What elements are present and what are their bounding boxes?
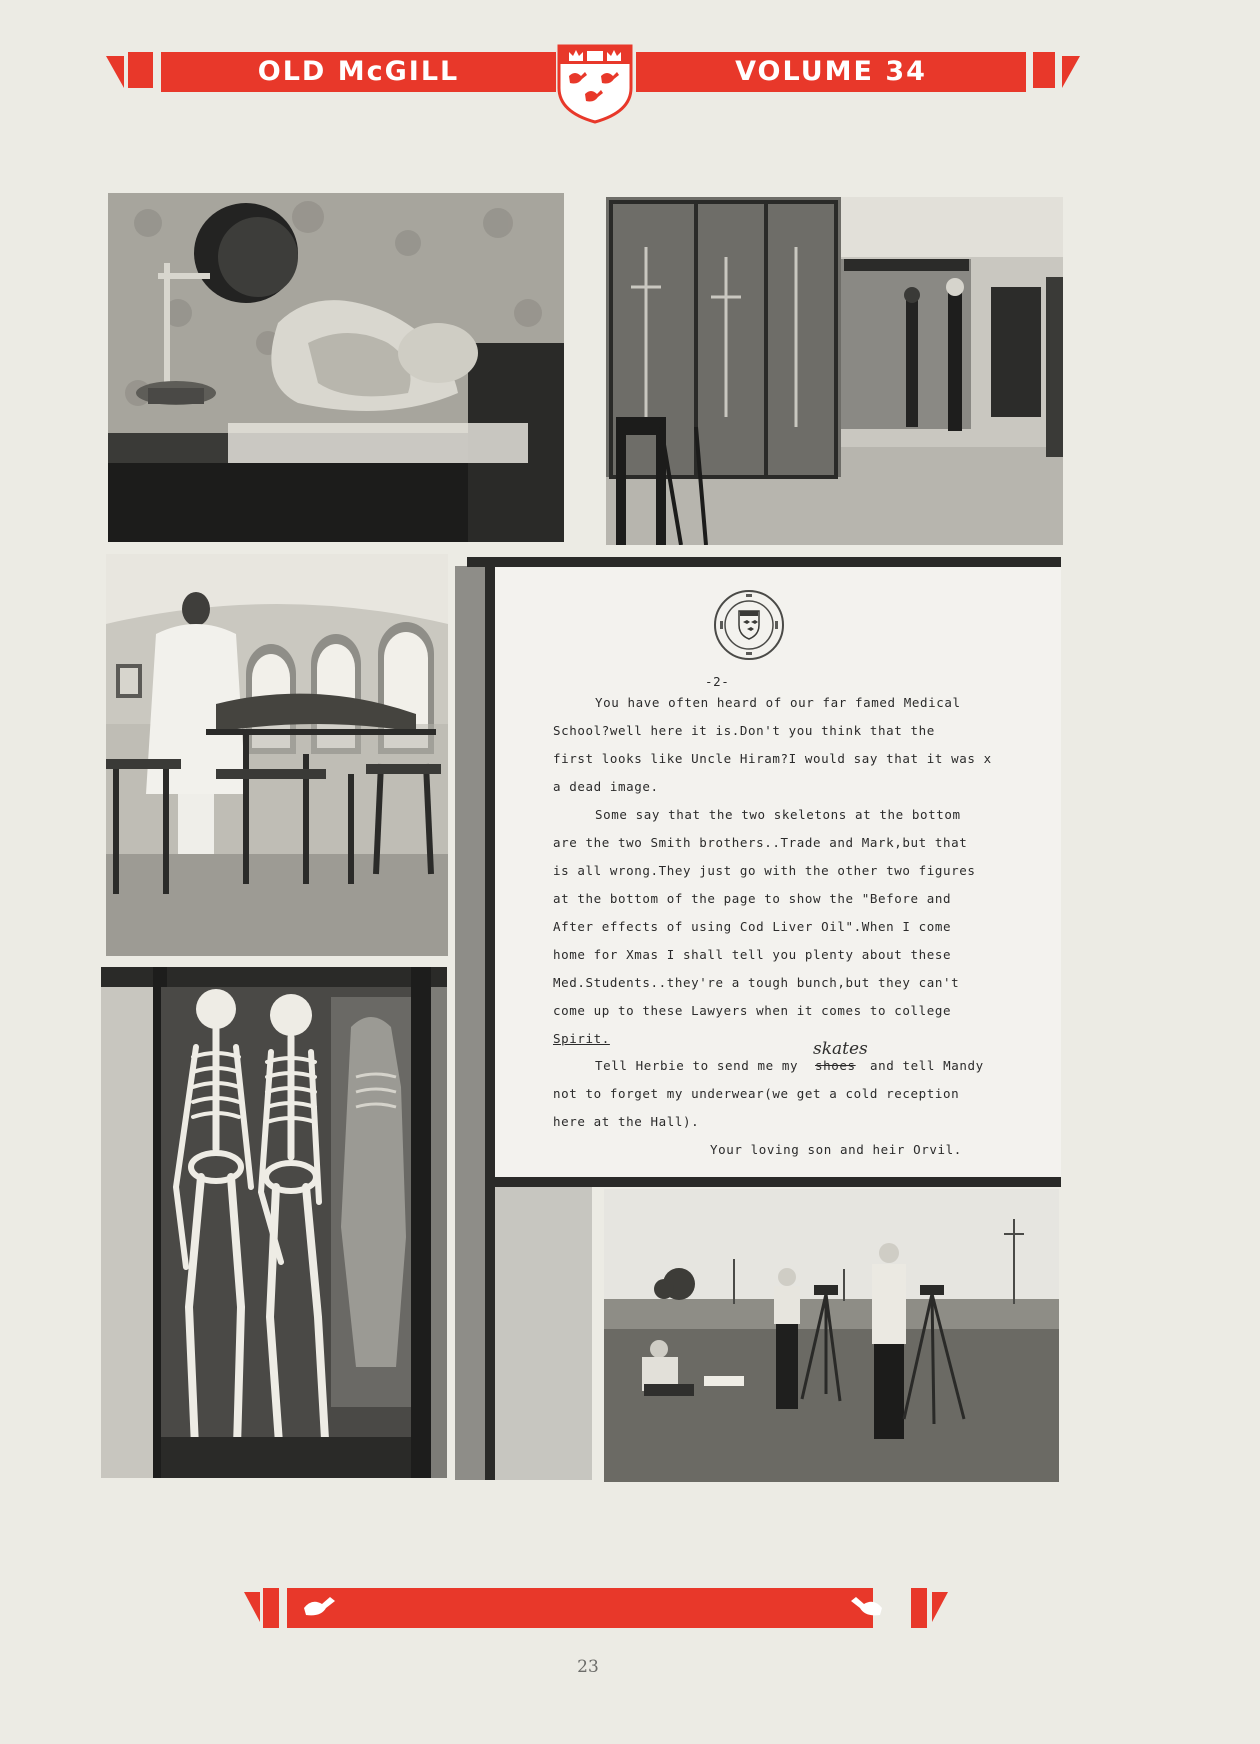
letter-line-14b: and tell Mandy <box>870 1058 984 1073</box>
letter-page-marker: -2- <box>705 674 730 689</box>
grey-block <box>495 1187 592 1480</box>
surveyors-in-field-photo <box>604 1189 1059 1482</box>
letter-line-14: Tell Herbie to send me my <box>595 1058 799 1073</box>
letter-line-7: is all wrong.They just go with the other two figures <box>553 863 976 878</box>
letter-line-3: first looks like Uncle Hiram?I would say that it was x <box>553 751 992 766</box>
letter-top-border <box>467 557 1061 567</box>
right-flag-stub <box>1033 52 1055 88</box>
letter-line-9: After effects of using Cod Liver Oil".When I come <box>553 919 952 934</box>
letter-line-10: home for Xmas I shall tell you plenty about these <box>553 947 952 962</box>
letter-line-1: You have often heard of our far famed Medical <box>595 695 961 710</box>
banner-title-left: OLD McGILL <box>257 56 460 87</box>
letter-line-16: here at the Hall). <box>553 1114 700 1129</box>
left-banner-bar <box>161 52 556 92</box>
letter-signoff: Your loving son and heir Orvil. <box>710 1142 962 1157</box>
footer-bar <box>287 1588 873 1628</box>
banner-title-right: VOLUME 34 <box>735 56 927 87</box>
museum-display-cases-photo <box>606 197 1063 545</box>
letter-line-2: School?well here it is.Don't you think that the <box>553 723 935 738</box>
letter-line-12: come up to these Lawyers when it comes to college <box>553 1003 952 1018</box>
martlet-bird-icon-right <box>848 1596 884 1620</box>
martlet-bird-icon <box>302 1596 338 1620</box>
typed-letter <box>495 567 1061 1177</box>
letter-line-15: not to forget my underwear(we get a cold reception <box>553 1086 960 1101</box>
page-number: 23 <box>577 1657 599 1677</box>
left-flag-tip <box>106 56 126 88</box>
left-flag-stub <box>128 52 153 88</box>
letter-line-4: a dead image. <box>553 779 659 794</box>
footer-left-flag-tip <box>244 1592 262 1622</box>
desk-lamp-and-skull-photo <box>108 193 564 542</box>
dissection-room-photo <box>106 554 448 956</box>
skeletons-in-case-photo <box>101 967 447 1478</box>
university-seal-icon <box>712 589 786 661</box>
letter-line-8: at the bottom of the page to show the "Before and <box>553 891 952 906</box>
handwritten-correction: skates <box>813 1039 868 1059</box>
footer-right-stub <box>911 1588 927 1628</box>
footer-right-flag-tip <box>930 1592 948 1622</box>
letter-bottom-border <box>495 1177 1061 1187</box>
right-flag-tip <box>1060 56 1080 88</box>
mcgill-crest-icon <box>555 38 635 124</box>
right-banner-bar <box>636 52 1026 92</box>
letter-line-13: Spirit. <box>553 1031 610 1046</box>
footer-left-stub <box>263 1588 279 1628</box>
letter-side-column-edge <box>485 566 495 1480</box>
letter-line-11: Med.Students..they're a tough bunch,but they can't <box>553 975 960 990</box>
struck-word: shoes <box>815 1058 856 1073</box>
letter-line-6: are the two Smith brothers..Trade and Mark,but that <box>553 835 968 850</box>
letter-line-5: Some say that the two skeletons at the bottom <box>595 807 961 822</box>
